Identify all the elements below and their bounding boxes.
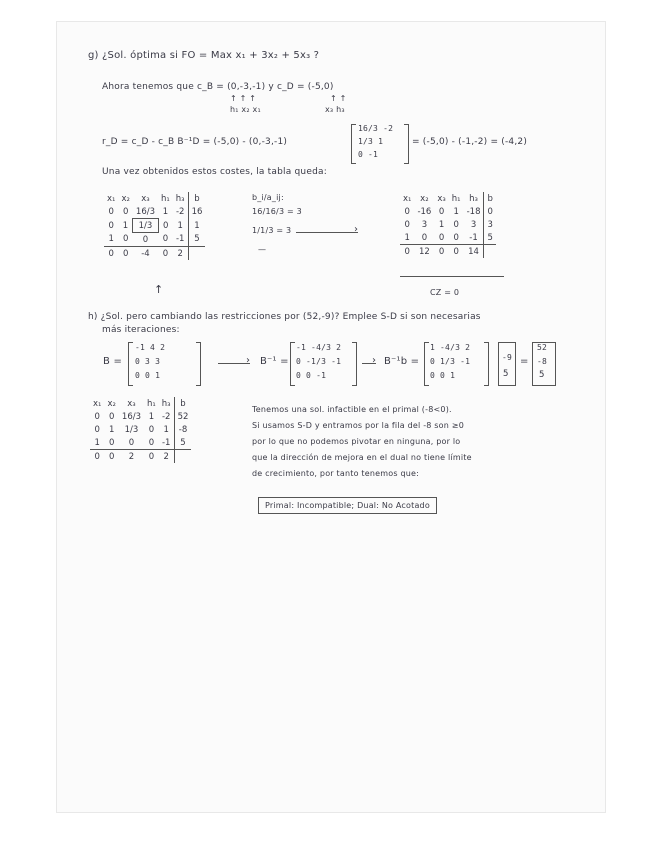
table-cell: 0	[122, 248, 129, 259]
matrix-row-1: 16/3 -2	[358, 124, 394, 133]
table-cell: 0	[404, 246, 410, 257]
table-cell: 0	[133, 233, 158, 247]
table-cell: 16/3	[135, 206, 155, 217]
table-cell: x₃	[127, 398, 136, 409]
table-cell: h₃	[464, 192, 484, 205]
table-cell: -2	[159, 410, 174, 423]
table-cell: 1	[159, 423, 174, 436]
table-cell: 0	[438, 206, 445, 217]
vector-b-value: -9	[502, 353, 513, 362]
table-row	[90, 410, 191, 423]
table-cell: 1	[453, 206, 459, 217]
formula-left: r_D = c_D - c_B B⁻¹D = (-5,0) - (0,-3,-1)	[102, 137, 288, 147]
tableau-2-header	[400, 192, 496, 205]
explanation-line: Si usamos S-D y entramos por la fila del -8 son ≥0	[252, 421, 464, 430]
tableau-1	[104, 192, 205, 260]
table-cell: 1	[173, 219, 188, 233]
table-cell: 0	[108, 411, 115, 422]
table-row	[400, 205, 496, 218]
table-cell: 0	[404, 206, 410, 217]
table-cell: -2	[173, 205, 188, 219]
table-cell	[174, 450, 191, 464]
table-cell: 0	[108, 451, 115, 462]
table-cell: 0	[434, 231, 448, 245]
table-cell: -18	[464, 205, 484, 218]
table-cell: 0	[162, 248, 169, 259]
vector-result-value: 52	[537, 343, 548, 352]
explanation-line: que la dirección de mejora en el dual no tiene límite	[252, 453, 472, 462]
table-cell: 0	[449, 231, 464, 245]
table-cell: 0	[94, 424, 100, 435]
cost-row	[104, 247, 205, 261]
table-cell: 16	[191, 206, 203, 217]
table-cell: 5	[484, 231, 496, 245]
table-cell: 3	[421, 219, 428, 230]
table-cell: b	[194, 193, 200, 204]
table2-underline	[400, 276, 504, 277]
cost-row	[400, 245, 496, 259]
vector-result-value: 5	[539, 370, 545, 380]
equals-sign: =	[520, 356, 529, 367]
table-cell: 1	[104, 233, 118, 247]
table-row	[400, 231, 496, 245]
table-cell: 0	[108, 220, 114, 231]
labels-cd: x₃ h₃	[325, 105, 345, 114]
table-cell: b	[180, 398, 186, 409]
section-h-title-line2: más iteraciones:	[102, 325, 180, 335]
matrix-row: 1 -4/3 2	[430, 343, 471, 352]
table-cell: 0	[158, 233, 173, 247]
table-cell: b	[487, 193, 493, 204]
table-cell: 0	[94, 451, 100, 462]
table-cell: 1	[148, 411, 155, 422]
table-row	[104, 233, 205, 247]
explanation-line: de crecimiento, por tanto tenemos que:	[252, 469, 420, 478]
table-cell: 1	[438, 219, 445, 230]
matrix-row-2: 1/3 1	[358, 137, 384, 146]
table-row	[400, 218, 496, 231]
table-cell: 0	[414, 231, 434, 245]
matrix-row: -1 4 2	[135, 343, 166, 352]
entering-arrow: ↑	[154, 283, 164, 296]
ratio-header: b_i/a_ij:	[252, 193, 284, 202]
table-cell: -16	[417, 206, 432, 217]
matrix-right-bracket	[404, 124, 409, 164]
tableau-h	[90, 397, 191, 463]
matrix-row: 0 0 1	[430, 371, 456, 380]
table-cell: -1	[464, 231, 484, 245]
table-cell	[188, 247, 205, 261]
matrix-left-bracket	[351, 124, 356, 164]
table-cell: 1	[400, 231, 414, 245]
table-cell: 0	[404, 219, 410, 230]
matrix-bracket	[196, 342, 201, 386]
table-cell: 2	[173, 247, 188, 261]
transition-arrow-line	[296, 232, 358, 233]
matrix-bracket	[128, 342, 133, 386]
result-cz: CZ = 0	[430, 288, 460, 297]
tableau-h-header	[90, 397, 191, 410]
table-cell: -1	[173, 233, 188, 247]
table-cell: 0	[118, 233, 132, 247]
table-cell: 0	[108, 206, 114, 217]
conclusion-box: Primal: Incompatible; Dual: No Acotado	[258, 497, 437, 514]
explanation-line: por lo que no podemos pivotar en ninguna, por lo	[252, 437, 461, 446]
matrix-row: 0 0 1	[135, 371, 161, 380]
matrix-row: 0 0 -1	[296, 371, 327, 380]
table-cell: h₁	[161, 193, 170, 204]
table-row	[90, 423, 191, 436]
arrows-cd: ↑ ↑	[330, 94, 347, 103]
vector-b	[498, 342, 516, 386]
cost-row	[90, 450, 191, 464]
vector-b-value: 5	[503, 369, 509, 379]
table-cell: x₁	[107, 193, 116, 204]
table-cell: x₂	[121, 193, 130, 204]
table-cell: 0	[148, 424, 155, 435]
arrows-cb: ↑ ↑ ↑	[230, 94, 257, 103]
table-cell: 0	[438, 246, 445, 257]
table-cell: 1	[122, 220, 129, 231]
table-row	[104, 219, 205, 233]
table-cell: x₃	[141, 193, 150, 204]
section-h-title: h) ¿Sol. pero cambiando las restricciones por (52,-9)? Emplee S-D si son necesarias	[88, 312, 481, 322]
table-cell: x₁	[93, 398, 102, 409]
table-cell: -4	[141, 248, 150, 259]
matrix-bracket	[352, 342, 357, 386]
table-cell: 12	[418, 246, 430, 257]
table-cell: 0	[104, 436, 118, 450]
table-cell: 1	[162, 206, 169, 217]
tableau-2	[400, 192, 496, 258]
table-cell: 1	[108, 424, 115, 435]
table-cell: x₁	[403, 193, 412, 204]
table-cell: 0	[148, 451, 155, 462]
matrix-row: 0 -1/3 -1	[296, 357, 342, 366]
table-cell: x₂	[420, 193, 429, 204]
table-cell: -8	[178, 424, 188, 435]
table-cell: 0	[162, 220, 169, 231]
matrix-row: -1 -4/3 2	[296, 343, 342, 352]
matrix-row: 0 3 3	[135, 357, 161, 366]
table-cell: h₁	[451, 193, 461, 204]
table-cell: 0	[119, 436, 144, 450]
table-note: Una vez obtenidos estos costes, la tabla queda:	[102, 167, 327, 177]
arrow-head: ›	[372, 355, 377, 366]
table-cell	[484, 245, 496, 259]
table-cell: -1	[159, 436, 174, 450]
matrix-binvb-label: B⁻¹b =	[384, 356, 420, 367]
matrix-binv-label: B⁻¹ =	[260, 356, 289, 367]
table-cell: 0	[94, 411, 100, 422]
table-cell: 3	[487, 219, 493, 230]
table-cell: 14	[464, 245, 484, 259]
table-row	[104, 205, 205, 219]
table-cell: 1/3	[124, 424, 139, 435]
explanation-line: Tenemos una sol. infactible en el primal (-8<0).	[252, 405, 452, 414]
vector-result-value: -8	[537, 357, 548, 366]
arrow-head: ›	[246, 355, 251, 366]
labels-cb: h₁ x₂ x₁	[230, 105, 261, 114]
matrix-row-3: 0 -1	[358, 150, 379, 159]
table-cell: 16/3	[121, 411, 141, 422]
transition-arrow-head: ›	[354, 224, 359, 235]
table-cell: 0	[108, 248, 114, 259]
ratio-1: 16/16/3 = 3	[252, 207, 302, 216]
table-cell: x₃	[437, 193, 446, 204]
tableau-1-header	[104, 192, 205, 205]
matrix-b-label: B =	[103, 356, 123, 367]
table-cell: h₃	[173, 192, 188, 205]
table-cell: 52	[177, 411, 189, 422]
table-cell: h₃	[159, 397, 174, 410]
table-cell: 0	[453, 219, 459, 230]
table-cell: 3	[464, 218, 484, 231]
table-cell: 0	[487, 206, 493, 217]
matrix-bracket	[290, 342, 295, 386]
matrix-bracket	[424, 342, 429, 386]
table-cell: 0	[122, 206, 129, 217]
table-cell: 0	[453, 246, 459, 257]
table-cell: 0	[144, 436, 159, 450]
formula-right: = (-5,0) - (-1,-2) = (-4,2)	[412, 137, 528, 147]
table-cell: 5	[188, 233, 205, 247]
section-g-title: g) ¿Sol. óptima si FO = Max x₁ + 3x₂ + 5x₃ ?	[88, 50, 320, 61]
table-cell: 1	[194, 220, 200, 231]
matrix-row: 0 1/3 -1	[430, 357, 471, 366]
table-row	[90, 436, 191, 450]
table-cell: 2	[128, 451, 135, 462]
table-cell: 1	[90, 436, 104, 450]
pivot-cell: 1/3	[133, 219, 158, 233]
matrix-bracket	[484, 342, 489, 386]
table-cell: 2	[159, 450, 174, 464]
table-cell: 5	[174, 436, 191, 450]
table-cell: h₁	[147, 398, 156, 409]
ratio-2: 1/1/3 = 3	[252, 226, 292, 235]
section-g-intro: Ahora tenemos que c_B = (0,-3,-1) y c_D = (-5,0)	[102, 82, 334, 92]
ratio-3: —	[258, 245, 267, 254]
table-cell: x₂	[107, 398, 116, 409]
